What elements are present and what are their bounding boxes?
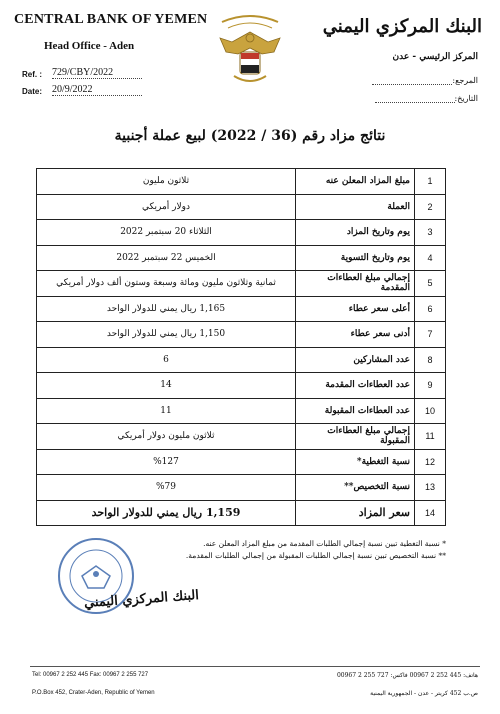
row-label: عدد المشاركين (296, 347, 415, 373)
row-number: 12 (415, 449, 446, 475)
row-number: 3 (415, 220, 446, 246)
date-field (22, 84, 93, 96)
row-label: أدنى سعر عطاء (296, 322, 415, 348)
arabic-ref-field (452, 76, 478, 85)
table-row (37, 220, 446, 246)
row-label: نسبة التغطية* (296, 449, 415, 475)
row-number: 4 (415, 245, 446, 271)
row-number: 14 (415, 500, 446, 526)
row-value: 6 (37, 347, 296, 373)
table-row (37, 194, 446, 220)
row-value: 11 (37, 398, 296, 424)
office-name-arabic: المركز الرئيسي - عدن (392, 52, 478, 62)
row-label: العملة (296, 194, 415, 220)
footer-address-english: P.O.Box 452, Crater-Aden, Republic of Yemen (32, 690, 155, 696)
row-value: دولار أمريكي (37, 194, 296, 220)
row-label: مبلغ المزاد المعلن عنه (296, 169, 415, 195)
table-row (37, 296, 446, 322)
arabic-date-field (455, 94, 478, 103)
yemen-emblem-icon (212, 8, 288, 92)
row-value: ثلاثون مليون (37, 169, 296, 195)
ref-label: Ref. : (22, 70, 42, 79)
row-value: 1,165 ريال يمني للدولار الواحد (37, 296, 296, 322)
row-label: يوم وتاريخ التسوية (296, 245, 415, 271)
table-row (37, 449, 446, 475)
row-label: نسبة التخصيص** (296, 475, 415, 501)
date-value: 20/9/2022 (52, 84, 142, 96)
footer-tel-fax-arabic: هاتف: 445 252 2 00967 فاكس: 727 255 2 00967 (336, 672, 478, 679)
row-label: إجمالي مبلغ العطاءات المقدمة (296, 271, 415, 297)
row-number: 2 (415, 194, 446, 220)
row-number: 6 (415, 296, 446, 322)
table-row (37, 373, 446, 399)
row-number: 11 (415, 424, 446, 450)
row-value: الخميس 22 سبتمبر 2022 (37, 245, 296, 271)
row-number: 7 (415, 322, 446, 348)
row-value: 1,150 ريال يمني للدولار الواحد (37, 322, 296, 348)
office-name-english: Head Office - Aden (44, 40, 135, 52)
results-table (36, 168, 446, 526)
row-value: الثلاثاء 20 سبتمبر 2022 (37, 220, 296, 246)
row-label: إجمالي مبلغ العطاءات المقبولة (296, 424, 415, 450)
row-label: سعر المزاد (296, 500, 415, 526)
row-value: 14 (37, 373, 296, 399)
ref-value: 729/CBY/2022 (52, 67, 142, 79)
table-row (37, 322, 446, 348)
date-label: Date: (22, 87, 43, 96)
row-number: 10 (415, 398, 446, 424)
document-title: نتائج مزاد رقم (36 / 2022) لبيع عملة أجنبية (114, 128, 386, 144)
row-number: 8 (415, 347, 446, 373)
row-number: 13 (415, 475, 446, 501)
table-row (37, 475, 446, 501)
footnote-coverage: * نسبة التغطية تبين نسبة إجمالي الطلبات المقدمة من مبلغ المزاد المعلن عنه. (203, 539, 446, 548)
footer-tel-fax-english: Tel: 00967 2 252 445 Fax: 00967 2 255 727 (32, 672, 149, 678)
table-row (37, 398, 446, 424)
row-label: يوم وتاريخ المزاد (296, 220, 415, 246)
row-number: 9 (415, 373, 446, 399)
row-value: ثلاثون مليون دولار أمريكي (37, 424, 296, 450)
footnote-allocation: ** نسبة التخصيص تبين نسبة إجمالي الطلبات المقبولة من إجمالي الطلبات المقدمة. (185, 551, 446, 560)
table-row (37, 500, 446, 526)
footer-address-arabic: ص.ب 452 كريتر - عدن - الجمهورية اليمنية (370, 690, 478, 697)
table-row (37, 347, 446, 373)
table-row (37, 271, 446, 297)
row-label: عدد العطاءات المقبولة (296, 398, 415, 424)
ref-field (22, 67, 114, 79)
table-row (37, 424, 446, 450)
bank-name-english: CENTRAL BANK OF YEMEN (14, 12, 208, 27)
row-value: %127 (37, 449, 296, 475)
row-value: ثمانية وثلاثون مليون ومائة وسبعة وستون ألف دولار أمريكي (37, 271, 296, 297)
arabic-ref-label: المرجع: (452, 76, 478, 85)
table-row (37, 169, 446, 195)
footer-divider (30, 666, 480, 667)
arabic-date-label: التاريخ: (454, 94, 478, 103)
signature-text: البنك المركزي اليمني (83, 588, 200, 611)
row-label: عدد العطاءات المقدمة (296, 373, 415, 399)
row-label: أعلى سعر عطاء (296, 296, 415, 322)
bank-name-arabic: البنك المركزي اليمني (322, 16, 482, 37)
row-number: 5 (415, 271, 446, 297)
row-number: 1 (415, 169, 446, 195)
table-row (37, 245, 446, 271)
row-value: %79 (37, 475, 296, 501)
row-value: 1,159 ريال يمني للدولار الواحد (37, 500, 296, 526)
